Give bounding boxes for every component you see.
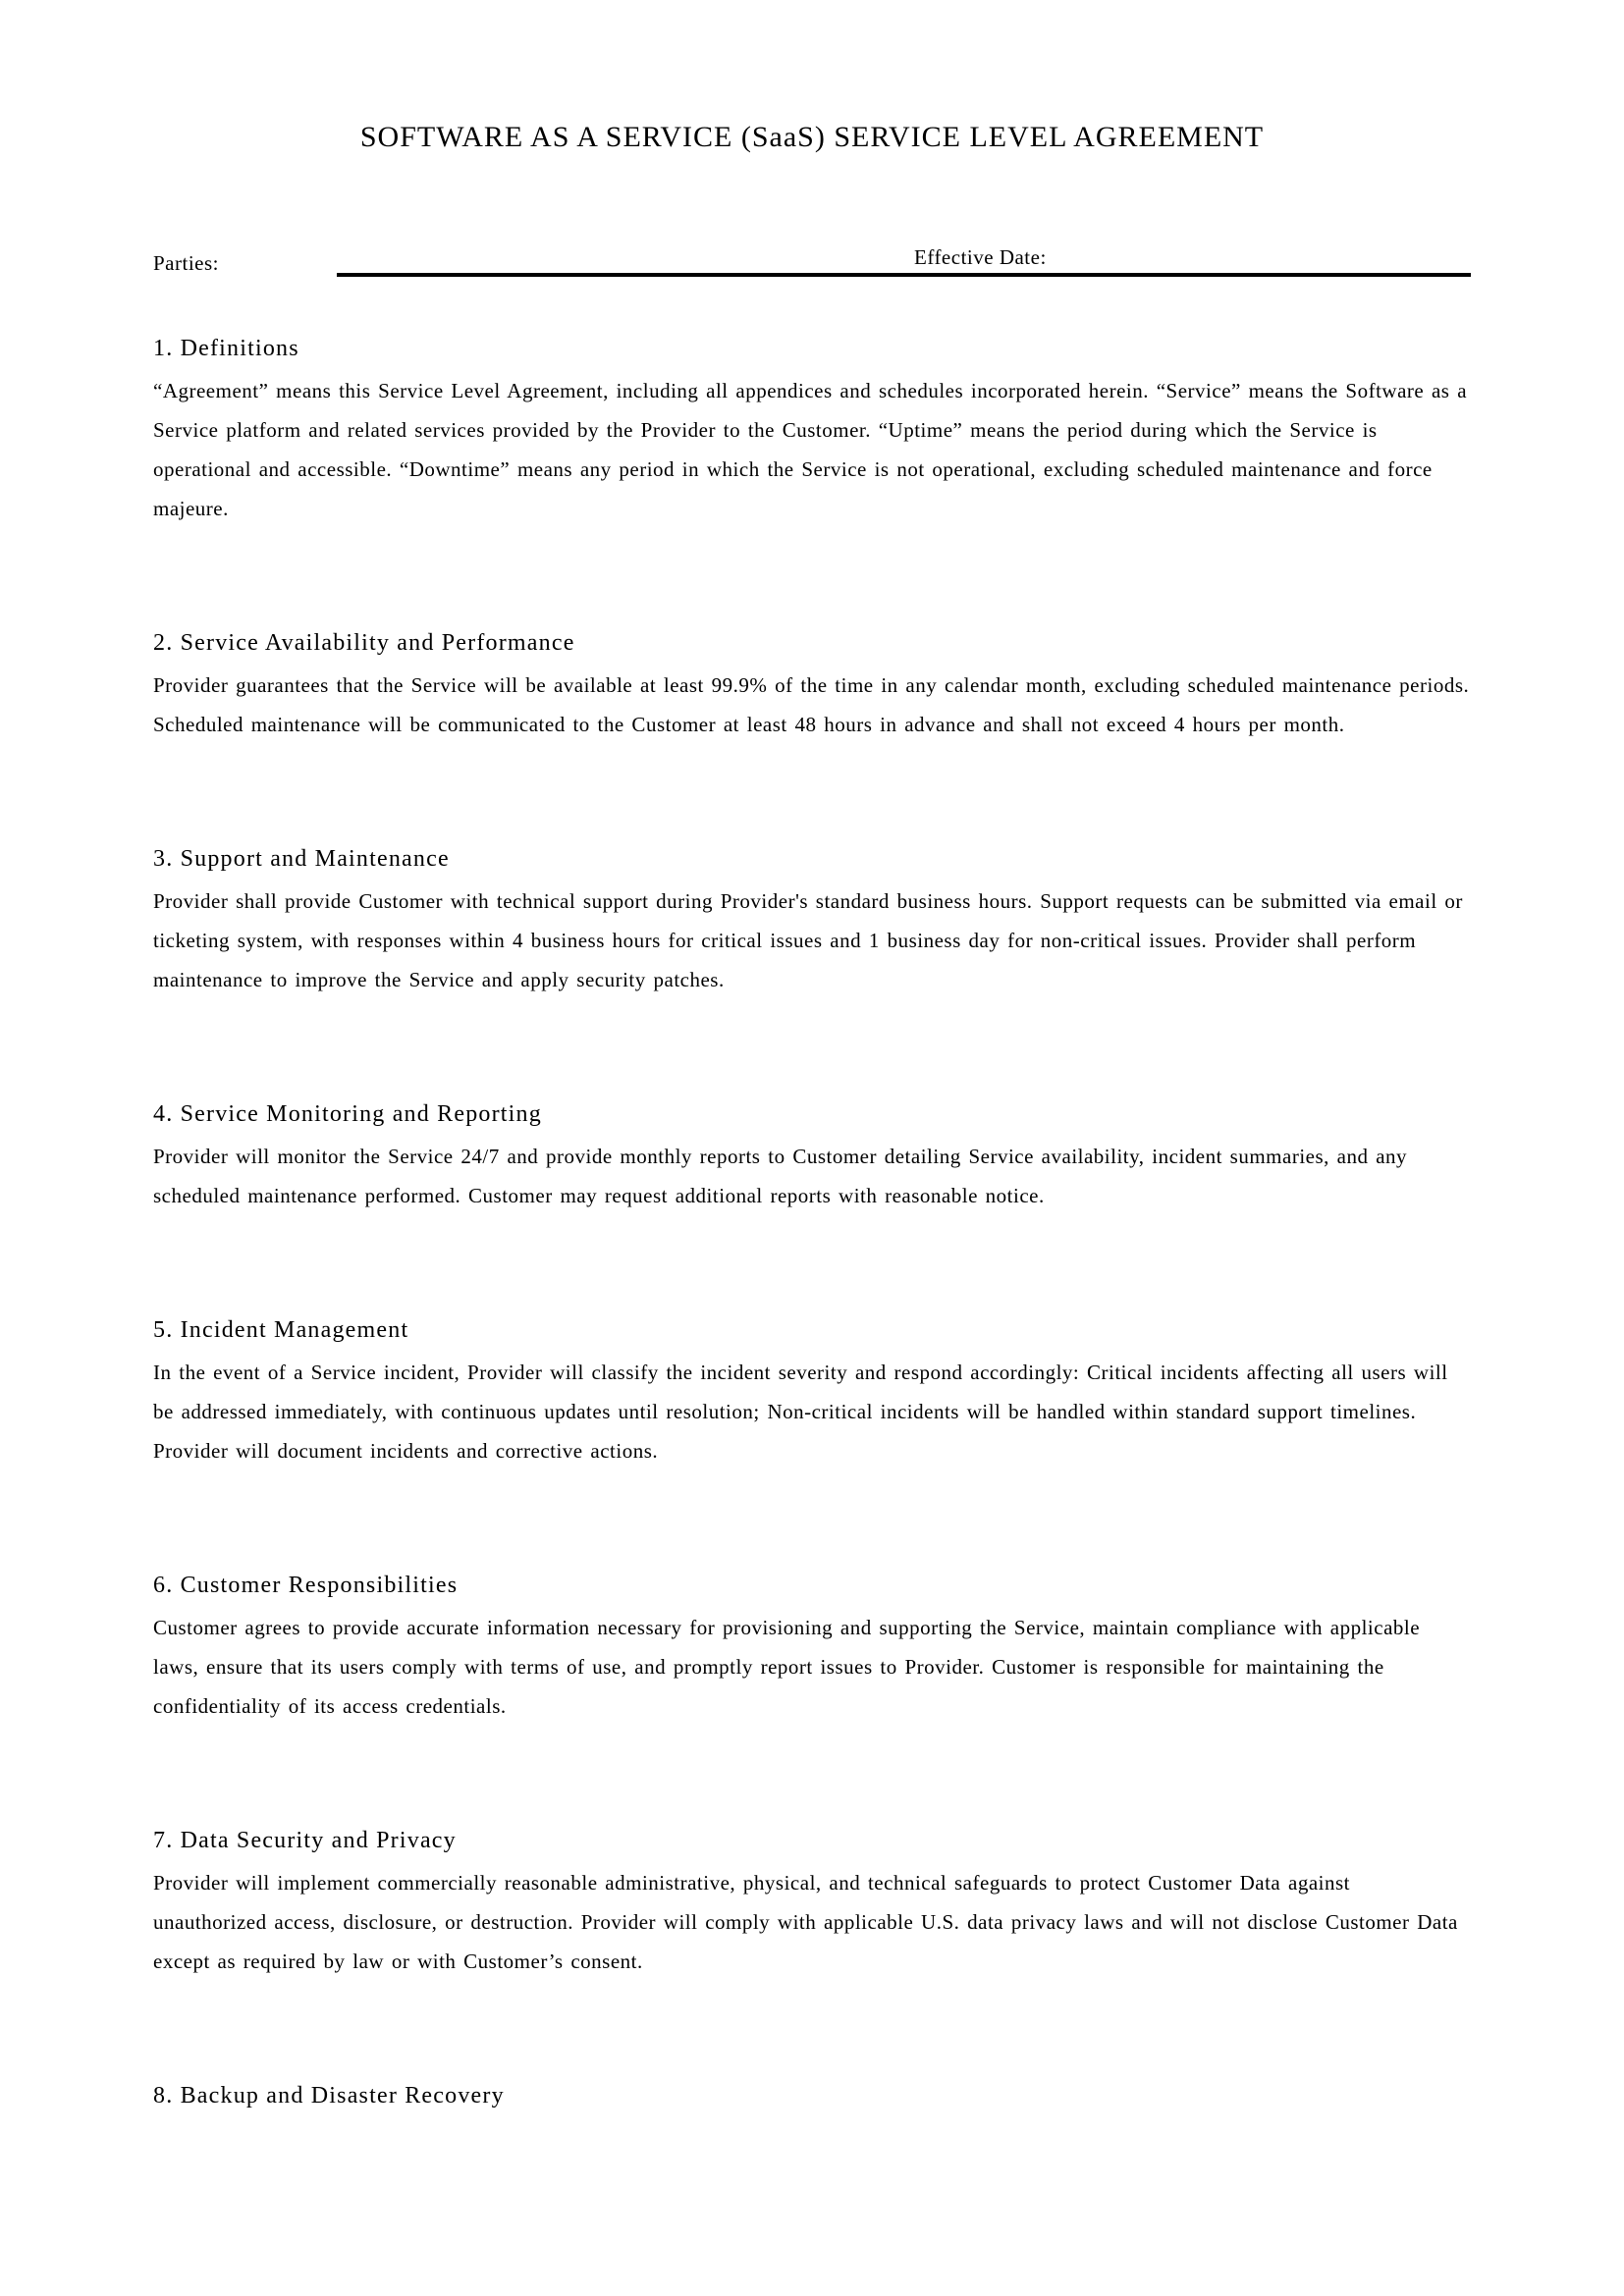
section-heading: 7. Data Security and Privacy [153, 1828, 457, 1853]
section-body: Provider will implement commercially reasonable administrative, physical, and technical safeguards to protect Customer Data against unauthorized access, disclosure, or destruction. Provider will comply with applicable U.S. data privacy laws and will not disclose Customer Data except as required by law or with Customer’s consent. [153, 1871, 1458, 1973]
section-body: In the event of a Service incident, Provider will classify the incident severity and respond accordingly: Critical incidents affecting all users will be addressed immediately, with continuous updates until resolution; Non-critical incidents will be handled within standard support timelines. Provider will document incidents and corrective actions. [153, 1361, 1448, 1463]
section-heading: 2. Service Availability and Performance [153, 630, 575, 656]
section-body: Customer agrees to provide accurate information necessary for provisioning and supporting the Service, maintain compliance with applicable laws, ensure that its users comply with terms of use, and promptly report issues to Provider. Customer is responsible for maintaining the confidentiality of its access credentials. [153, 1616, 1421, 1718]
parties-effective-date-row [153, 243, 1471, 277]
section-heading: 4. Service Monitoring and Reporting [153, 1101, 542, 1127]
contract-section [153, 1099, 1471, 1215]
document-title: SOFTWARE AS A SERVICE (SaaS) SERVICE LEVEL AGREEMENT [359, 121, 1265, 153]
contract-sections [153, 334, 1471, 2110]
contract-section [153, 1571, 1471, 1726]
section-body: Provider guarantees that the Service will be available at least 99.9% of the time in any calendar month, excluding scheduled maintenance periods. Scheduled maintenance will be communicated to the Customer at least 48 hours in advance and shall not exceed 4 hours per month. [153, 673, 1470, 736]
parties-label: Parties: [153, 251, 219, 275]
section-body: Provider will monitor the Service 24/7 and provide monthly reports to Customer detailing Service availability, incident summaries, and any scheduled maintenance performed. Customer may request additional reports with reasonable notice. [153, 1145, 1408, 1207]
contract-section [153, 844, 1471, 999]
contract-section [153, 334, 1471, 528]
contract-section [153, 1315, 1471, 1470]
section-heading: 6. Customer Responsibilities [153, 1573, 459, 1598]
section-body: Provider shall provide Customer with technical support during Provider's standard business hours. Support requests can be submitted via email or ticketing system, with responses within 4 business hours for critical issues and 1 business day for non-critical issues. Provider shall perform maintenance to improve the Service and apply security patches. [153, 889, 1463, 991]
contract-section [153, 628, 1471, 744]
fill-in-blank-line [337, 243, 1471, 277]
section-body: “Agreement” means this Service Level Agreement, including all appendices and schedules incorporated herein. “Service” means the Software as a Service platform and related services provided by the Provider to the Customer. “Uptime” means the period during which the Service is operational and accessible. “Downtime” means any period in which the Service is not operational, excluding scheduled maintenance and force majeure. [153, 379, 1468, 520]
section-heading: 8. Backup and Disaster Recovery [153, 2083, 505, 2109]
section-heading: 5. Incident Management [153, 1317, 409, 1343]
contract-section [153, 2081, 1471, 2110]
contract-section [153, 1826, 1471, 1981]
section-heading: 3. Support and Maintenance [153, 846, 450, 872]
section-heading: 1. Definitions [153, 336, 299, 361]
effective-date-label: Effective Date: [914, 245, 1047, 269]
